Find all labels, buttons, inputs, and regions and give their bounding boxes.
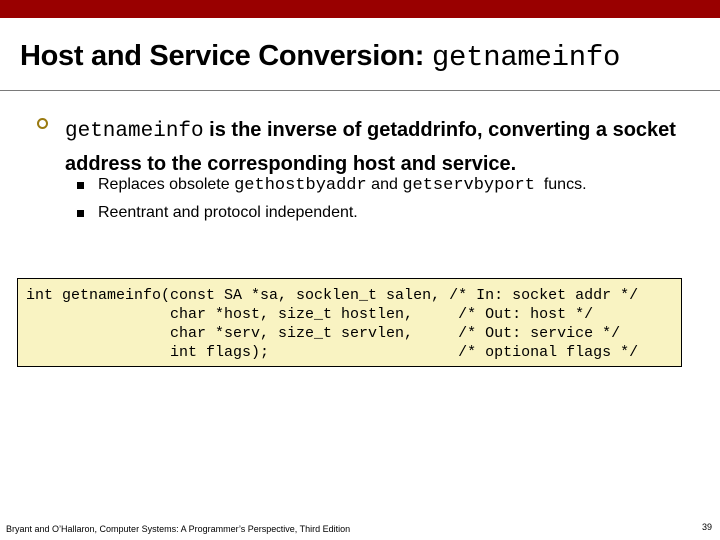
sub-bullet-1-pre: Replaces obsolete	[98, 176, 235, 193]
sub-bullet-1-mid: and	[366, 176, 403, 193]
main-bullet-code: getnameinfo	[65, 120, 204, 143]
main-bullet-body: is the inverse of getaddrinfo, converting a socket address to the corresponding host and service.	[65, 119, 676, 175]
square-bullet-icon	[77, 210, 84, 217]
sub-bullet-1	[98, 176, 587, 195]
top-bar	[0, 0, 720, 18]
code-box	[17, 278, 682, 367]
title-text: Host and Service Conversion:	[20, 40, 432, 72]
code-line: int flags); /* optional flags */	[26, 344, 639, 361]
code-line: char *host, size_t hostlen, /* Out: host */	[26, 306, 594, 323]
sub-bullet-1-post: funcs.	[534, 176, 587, 193]
footer-citation: Bryant and O’Hallaron, Computer Systems: A Programmer’s Perspective, Third Edition	[6, 524, 351, 534]
page-number: 39	[701, 522, 712, 532]
code-line: int getnameinfo(const SA *sa, socklen_t salen, /* In: socket addr */	[26, 287, 639, 304]
ring-bullet-icon	[37, 118, 48, 129]
slide-title	[20, 40, 620, 74]
code-line: char *serv, size_t servlen, /* Out: service */	[26, 325, 621, 342]
title-divider	[0, 90, 720, 91]
sub-bullet-1-code2: getservbyport	[402, 176, 535, 195]
square-bullet-icon	[77, 182, 84, 189]
sub-bullet-2: Reentrant and protocol independent.	[98, 204, 358, 221]
title-code: getnameinfo	[431, 41, 621, 74]
main-bullet-text	[65, 114, 685, 180]
sub-bullet-1-code1: gethostbyaddr	[234, 176, 367, 195]
